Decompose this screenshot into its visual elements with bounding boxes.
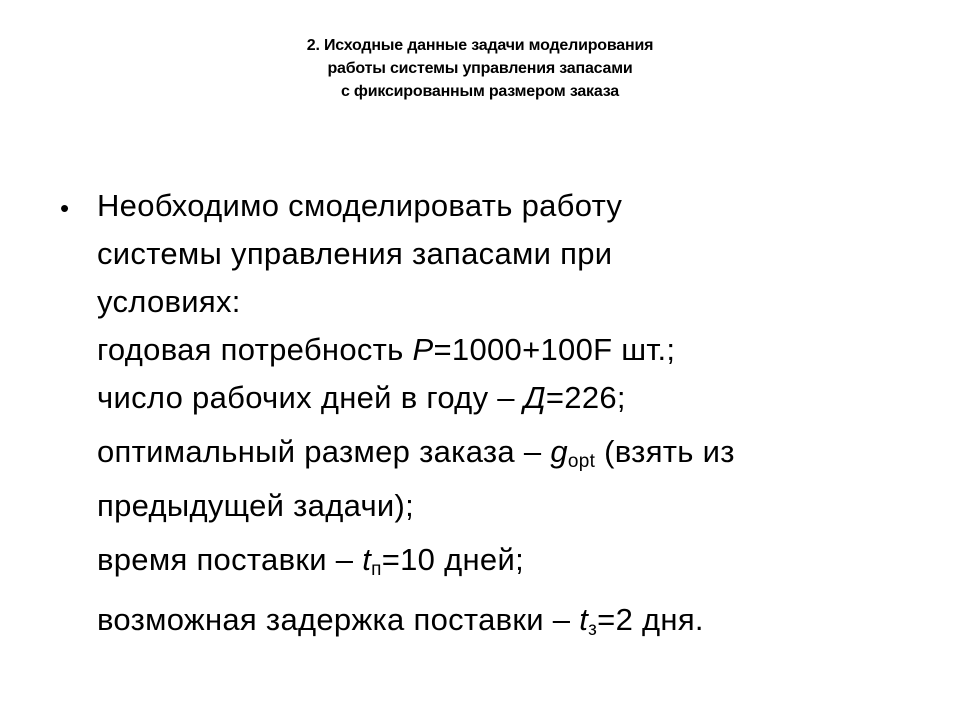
lead-time-prefix: время поставки – (97, 542, 363, 577)
intro-line-1: Необходимо смоделировать работу (97, 188, 623, 223)
optimal-order-variable: g (550, 434, 568, 469)
delay-prefix: возможная задержка поставки – (97, 602, 580, 637)
title-line-3: с фиксированным размером заказа (340, 83, 619, 100)
annual-demand-prefix: годовая потребность (97, 332, 413, 367)
working-days-line (97, 374, 917, 422)
working-days-prefix: число рабочих дней в году – (97, 380, 524, 415)
bullet-text (97, 182, 917, 650)
optimal-order-line (97, 422, 917, 482)
working-days-value: =226; (545, 380, 626, 415)
delay-variable: t (579, 602, 589, 637)
annual-demand-variable: P (412, 332, 434, 367)
lead-time-line (97, 530, 917, 590)
title-line-1: 2. Исходные данные задачи моделирования (306, 37, 654, 54)
lead-time-subscript: п (371, 559, 382, 580)
lead-time-variable: t (362, 542, 372, 577)
working-days-variable: Д (523, 380, 546, 415)
slide-title (160, 34, 800, 103)
intro-line-2: системы управления запасами при (97, 236, 613, 271)
bullet-icon: • (60, 193, 70, 223)
optimal-order-continuation: предыдущей задачи); (97, 488, 415, 523)
title-line-2: работы системы управления запасами (327, 60, 633, 77)
optimal-order-prefix: оптимальный размер заказа – (97, 434, 551, 469)
delay-line (97, 590, 917, 650)
optimal-order-note: (взять из (595, 434, 735, 469)
intro-line-3: условиях: (97, 284, 241, 319)
lead-time-value: =10 дней; (381, 542, 524, 577)
annual-demand-value: =1000+100F шт.; (433, 332, 676, 367)
optimal-order-subscript: opt (567, 451, 596, 472)
annual-demand-line (97, 326, 917, 374)
delay-subscript: з (588, 619, 598, 640)
delay-value: =2 дня. (597, 602, 704, 637)
